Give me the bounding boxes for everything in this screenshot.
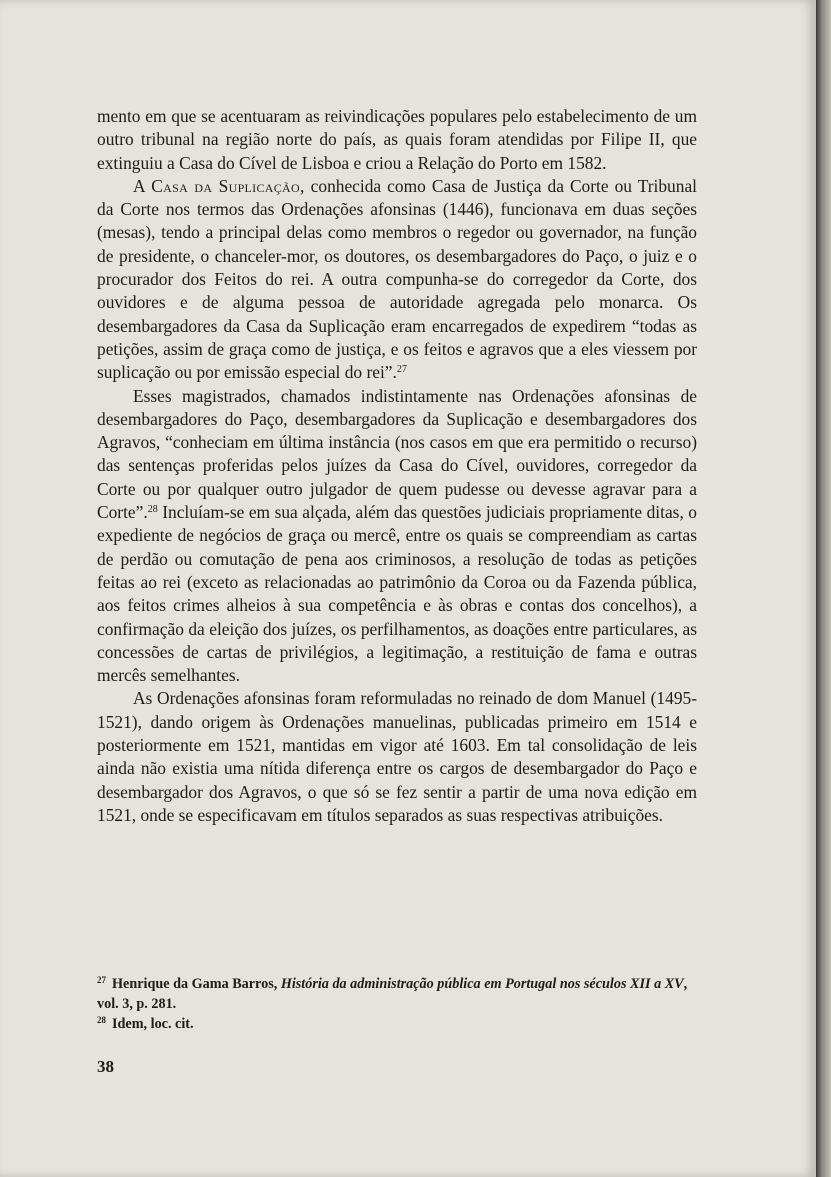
paragraph-3 (97, 385, 697, 688)
note-ref-27[interactable]: 27 (396, 364, 407, 376)
footnote-text: Idem, loc. cit. (112, 1016, 194, 1032)
page-number: 38 (97, 1057, 114, 1076)
main-text (97, 105, 697, 827)
paragraph-3-text-b: Incluíam-se em sua alçada, além das questões judiciais propriamente ditas, o expediente de negócios de graça ou mercê, entre os quais se compreendiam as cartas de perdão ou comutação de pena aos criminosos, a resolução de todas as petições feitas ao rei (exceto as relacionadas ao patrimônio da Coroa ou da Fazenda pública, aos feitos crimes alheios à sua competência e às obras e contas dos concelhos), a confirmação da eleição dos juízes, os perfilhamentos, as doações entre particulares, as concessões de cartas de privilégios, a legitimação, a restituição de fama e outras mercês semelhantes. (97, 502, 697, 686)
footnote-27 (97, 974, 707, 1014)
book-binding-edge (816, 0, 831, 1177)
footnotes (97, 974, 707, 1034)
paragraph-2 (97, 175, 697, 385)
footnote-citation: , vol. 3, p. 281. (97, 976, 688, 1012)
section-heading-inline: A Casa da Suplicação, (133, 175, 305, 196)
footnote-title: História da administração pública em Portugal nos séculos XII a XV (280, 976, 684, 992)
note-ref-28[interactable]: 28 (147, 504, 158, 516)
footnote-number: 28 (97, 1015, 106, 1025)
paragraph-1: mento em que se acentuaram as reivindicações populares pelo estabelecimento de um outro tribunal na região norte do país, as quais foram atendidas por Filipe II, que extinguiu a Casa do Cível de Lisboa e criou a Relação do Porto em 1582. (97, 106, 697, 173)
paragraph-2-text: conhecida como Casa de Justiça da Corte ou Tribunal da Corte nos termos das Ordenações afonsinas (1446), funcionava em duas seções (mesas), tendo a principal delas como membros o regedor ou governador, na função de presidente, o chanceler-mor, os doutores, os desembargadores do Paço, o juiz e o procurador dos Feitos do rei. A outra compunha-se do corregedor da Corte, dos ouvidores e de alguma pessoa de autoridade agregada pelo monarca. Os desembargadores da Casa da Suplicação eram encarregados de expedirem “todas as petições, assim de graça como de justiça, e os feitos e agravos que a eles viessem por suplicação ou por emissão especial do rei”. (97, 175, 697, 383)
footnote-author: Henrique da Gama Barros, (112, 976, 281, 992)
footnote-number: 27 (97, 975, 106, 985)
paragraph-4: As Ordenações afonsinas foram reformuladas no reinado de dom Manuel (1495-1521), dando origem às Ordenações manuelinas, publicadas primeiro em 1514 e posteriormente em 1521, mantidas em vigor até 1603. Em tal consolidação de leis ainda não existia uma nítida diferença entre os cargos de desembargador do Paço e desembargador dos Agravos, o que só se fez sentir a partir de uma nova edição em 1521, onde se especificavam em títulos separados as suas respectivas atribuições. (97, 688, 697, 825)
paragraph-3-text-a: Esses magistrados, chamados indistintamente nas Ordenações afonsinas de desembargadores do Paço, desembargadores da Suplicação e desembargadores dos Agravos, “conheciam em última instância (nos casos em que era permitido o recurso) das sentenças proferidas pelos juízes da Casa do Cível, ouvidores, corregedor da Corte ou por qualquer outro julgador de quem pudesse ou devesse agravar para a Corte”. (97, 385, 697, 523)
footnote-28 (97, 1014, 707, 1034)
